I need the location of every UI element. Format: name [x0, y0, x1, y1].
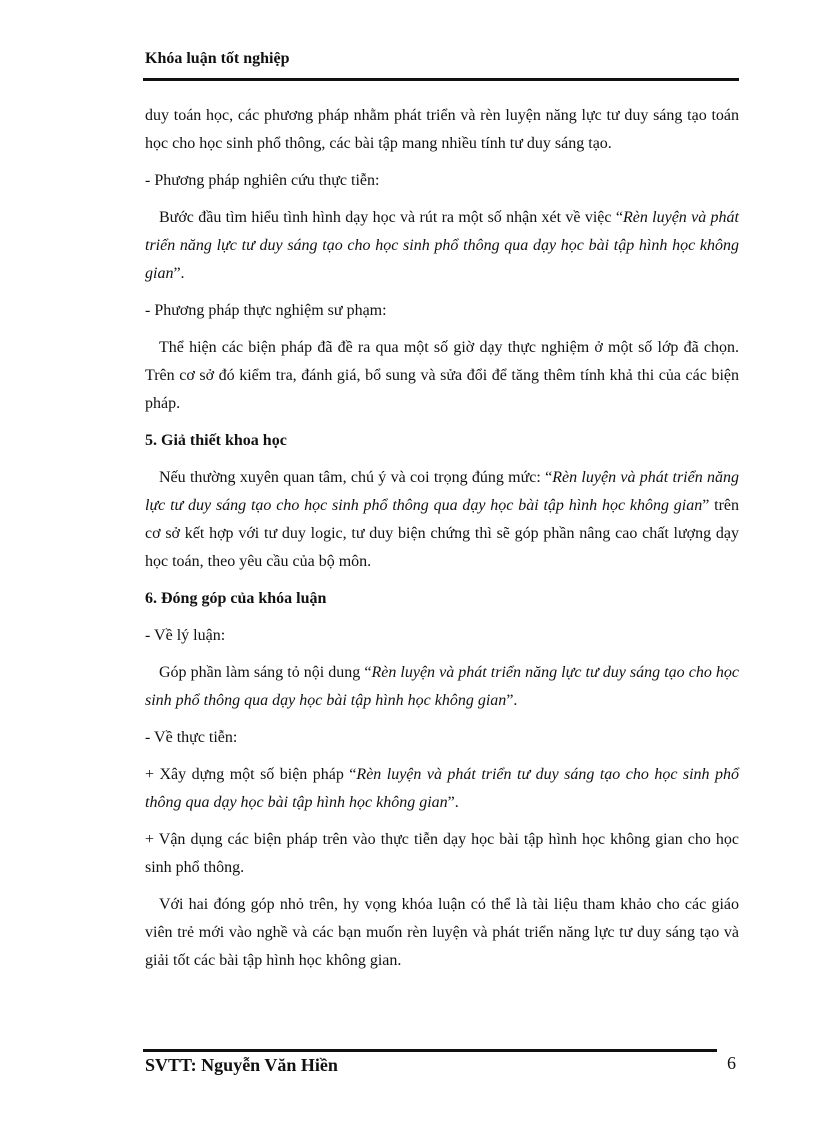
page-number: 6 [727, 1053, 736, 1073]
paragraph-text: ”. [173, 265, 185, 282]
list-item-theory: - Về lý luận: [145, 627, 226, 644]
paragraph-text: ”. [506, 692, 518, 709]
document-body [145, 102, 739, 975]
list-item-practice: - Về thực tiễn: [145, 729, 238, 746]
list-item-pedagogical-experiment: - Phương pháp thực nghiệm sư phạm: [145, 302, 387, 319]
header-divider [143, 78, 739, 81]
topic-title-italic: Rèn luyện và phát triển tư duy sáng tạo cho học sinh phổ thông qua dạy học bài tập hình học không gian [145, 766, 740, 811]
paragraph-text: ”. [447, 794, 459, 811]
paragraph-text: ” trên cơ sở kết hợp với tư duy logic, tư duy biện chứng thì sẽ góp phần nâng cao chất lượng dạy học toán, theo yêu cầu của bộ môn. [145, 497, 739, 570]
paragraph-conclusion: Với hai đóng góp nhỏ trên, hy vọng khóa luận có thể là tài liệu tham khảo cho các giáo viên trẻ mới vào nghề và các bạn muốn rèn luyện và phát triển năng lực tư duy sáng tạo và giải tốt các bài tập hình học không gian. [145, 896, 739, 969]
section-heading-contributions: 6. Đóng góp của khóa luận [145, 590, 327, 607]
bullet-apply-measures: + Vận dụng các biện pháp trên vào thực tiễn dạy học bài tập hình học không gian cho học sinh phổ thông. [145, 831, 739, 876]
paragraph-text: Bước đầu tìm hiểu tình hình dạy học và rút ra một số nhận xét về việc “ [159, 209, 623, 226]
footer-author: SVTT: Nguyễn Văn Hiền [145, 1055, 338, 1075]
paragraph-text: + Xây dựng một số biện pháp “ [145, 766, 357, 783]
bullet-build-measures [145, 761, 739, 817]
footer-divider [143, 1049, 717, 1052]
topic-title-italic: Rèn luyện và phát triển năng lực tư duy sáng tạo cho học sinh phổ thông qua dạy học bài tập hình học không gian [145, 664, 739, 709]
topic-title-italic: Rèn luyện và phát triển năng lực tư duy sáng tạo cho học sinh phổ thông qua dạy học bài tập hình học không gian [145, 469, 740, 514]
paragraph-pedagogical-experiment: Thể hiện các biện pháp đã đề ra qua một số giờ dạy thực nghiệm ở một số lớp đã chọn. Trên cơ sở đó kiểm tra, đánh giá, bổ sung và sửa đổi để tăng thêm tính khả thi của các biện pháp. [145, 339, 739, 412]
page-header-title: Khóa luận tốt nghiệp [145, 50, 290, 67]
paragraph-theory [145, 659, 739, 715]
paragraph-hypothesis [145, 464, 739, 576]
paragraph-practical-research [145, 204, 739, 288]
paragraph-methods-continued: duy toán học, các phương pháp nhằm phát triển và rèn luyện năng lực tư duy sáng tạo toán học cho học sinh phổ thông, các bài tập mang nhiều tính tư duy sáng tạo. [145, 107, 739, 152]
paragraph-text: Góp phần làm sáng tỏ nội dung “ [159, 664, 372, 681]
paragraph-text: Nếu thường xuyên quan tâm, chú ý và coi trọng đúng mức: “ [159, 469, 553, 486]
list-item-practical-research: - Phương pháp nghiên cứu thực tiễn: [145, 172, 380, 189]
section-heading-hypothesis: 5. Giả thiết khoa học [145, 432, 287, 449]
topic-title-italic: Rèn luyện và phát triển năng lực tư duy sáng tạo cho học sinh phổ thông qua dạy học bài tập hình học không gian [145, 209, 739, 282]
